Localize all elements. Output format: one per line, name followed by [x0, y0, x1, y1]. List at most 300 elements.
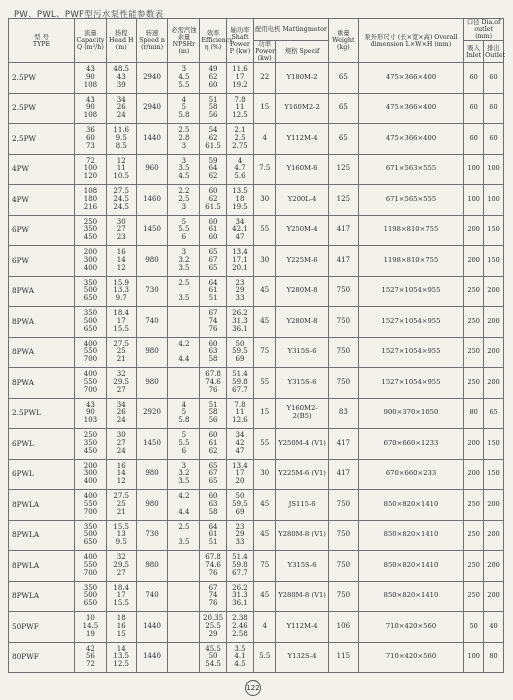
cell-speed: 980 [136, 490, 168, 521]
cell-motor-power: 4 [254, 612, 276, 643]
cell-npsh: 2.5 3.5 [168, 520, 200, 551]
cell-overall-dimension: 1527×1054×955 [358, 368, 464, 399]
cell-speed: 1450 [136, 429, 168, 460]
cell-efficiency: 64 61 51 [200, 276, 226, 307]
cell-head: 27.5 24.5 24.5 [106, 185, 136, 216]
cell-overall-dimension: 671×565×555 [358, 185, 464, 216]
cell-weight: 417 [329, 429, 359, 460]
cell-motor-power: 55 [254, 368, 276, 399]
cell-npsh: 2.2 2.5 3 [168, 185, 200, 216]
cell-motor-power: 15 [254, 398, 276, 429]
header-npsh: 必需汽蚀余量 NPSHr (m) [168, 19, 200, 63]
cell-shaft-power: 51.4 59.8 67.7 [226, 551, 253, 582]
cell-capacity: 42 56 72 [74, 642, 106, 673]
cell-npsh [168, 581, 200, 612]
cell-capacity: 400 550 700 [74, 337, 106, 368]
cell-motor-power: 30 [254, 459, 276, 490]
cell-inlet: 100 [464, 185, 484, 216]
table-row [9, 154, 504, 185]
cell-speed: 740 [136, 581, 168, 612]
cell-motor-spec: Y280M-8 (V1) [276, 520, 329, 551]
cell-shaft-power: 7.8 11 12.5 [226, 93, 253, 124]
cell-efficiency: 64 61 51 [200, 520, 226, 551]
table-row [9, 551, 504, 582]
cell-motor-spec: Y132S-4 [276, 642, 329, 673]
cell-inlet: 250 [464, 581, 484, 612]
cell-head: 34 26 24 [106, 93, 136, 124]
cell-speed: 1440 [136, 612, 168, 643]
cell-outlet: 100 [484, 154, 504, 185]
cell-inlet: 200 [464, 215, 484, 246]
cell-motor-power: 7.5 [254, 154, 276, 185]
cell-weight: 417 [329, 215, 359, 246]
cell-capacity: 36 60 73 [74, 124, 106, 155]
cell-motor-spec: Y160M2-2 [276, 93, 329, 124]
header-power: 功率 Power (kw) [255, 41, 276, 62]
cell-npsh: 4.2 4.4 [168, 337, 200, 368]
cell-speed: 2940 [136, 93, 168, 124]
cell-head: 30 27 23 [106, 215, 136, 246]
cell-weight: 115 [329, 642, 359, 673]
table-header [9, 19, 504, 63]
cell-type: 4PW [9, 154, 75, 185]
cell-motor-power: 5.5 [254, 642, 276, 673]
table-row [9, 429, 504, 460]
cell-overall-dimension: 1527×1054×955 [358, 307, 464, 338]
cell-outlet: 80 [484, 642, 504, 673]
cell-speed: 730 [136, 276, 168, 307]
cell-type: 8PWLA [9, 490, 75, 521]
cell-capacity: 350 500 650 [74, 307, 106, 338]
cell-weight: 65 [329, 93, 359, 124]
cell-weight: 750 [329, 276, 359, 307]
cell-inlet: 250 [464, 490, 484, 521]
cell-inlet: 200 [464, 246, 484, 277]
cell-motor-power: 55 [254, 429, 276, 460]
cell-outlet: 60 [484, 63, 504, 94]
cell-outlet: 200 [484, 337, 504, 368]
cell-outlet: 200 [484, 551, 504, 582]
cell-outlet: 150 [484, 246, 504, 277]
cell-npsh [168, 368, 200, 399]
cell-motor-power: 45 [254, 307, 276, 338]
cell-capacity: 43 90 108 [74, 63, 106, 94]
cell-capacity: 10 14.5 19 [74, 612, 106, 643]
cell-efficiency: 49 62 60 [200, 63, 226, 94]
cell-outlet: 100 [484, 185, 504, 216]
cell-speed: 980 [136, 368, 168, 399]
cell-outlet: 200 [484, 581, 504, 612]
cell-npsh: 4 5 5.8 [168, 398, 200, 429]
cell-inlet: 80 [464, 398, 484, 429]
header-capacity: 流量 Capacity Q (m³/h) [74, 19, 106, 63]
cell-shaft-power: 2.1 2.5 2.75 [226, 124, 253, 155]
cell-outlet: 65 [484, 398, 504, 429]
cell-efficiency: 20.35 25.5 29 [200, 612, 226, 643]
table-row [9, 642, 504, 673]
cell-head: 18 16 15 [106, 612, 136, 643]
cell-weight: 83 [329, 398, 359, 429]
table-row [9, 612, 504, 643]
cell-type: 6PWL [9, 459, 75, 490]
cell-type: 6PWL [9, 429, 75, 460]
cell-head: 18.4 17 15.5 [106, 307, 136, 338]
cell-shaft-power: 23 29 33 [226, 276, 253, 307]
cell-shaft-power: 26.2 31.3 36.1 [226, 307, 253, 338]
cell-weight: 750 [329, 581, 359, 612]
cell-efficiency: 60 61 60 [200, 215, 226, 246]
cell-inlet: 100 [464, 154, 484, 185]
table-row [9, 63, 504, 94]
cell-overall-dimension: 850×820×1410 [358, 551, 464, 582]
cell-efficiency: 65 67 65 [200, 459, 226, 490]
cell-weight: 65 [329, 63, 359, 94]
cell-type: 6PW [9, 246, 75, 277]
cell-motor-power: 22 [254, 63, 276, 94]
cell-overall-dimension: 1527×1054×955 [358, 276, 464, 307]
cell-weight: 750 [329, 307, 359, 338]
cell-head: 34 26 24 [106, 398, 136, 429]
cell-overall-dimension: 475×366×400 [358, 63, 464, 94]
cell-shaft-power: 51.4 59.8 67.7 [226, 368, 253, 399]
cell-efficiency: 60 62 61.5 [200, 185, 226, 216]
cell-overall-dimension: 710×420×560 [358, 642, 464, 673]
cell-head: 16 14 12 [106, 246, 136, 277]
cell-shaft-power: 34 42.1 47 [226, 215, 253, 246]
cell-efficiency: 51 58 56 [200, 398, 226, 429]
cell-npsh: 4.2 4.4 [168, 490, 200, 521]
cell-efficiency: 67 74 76 [200, 581, 226, 612]
cell-capacity: 200 300 400 [74, 246, 106, 277]
table-row [9, 124, 504, 155]
cell-efficiency: 45.5 50 54.5 [200, 642, 226, 673]
cell-motor-spec: Y112M-4 [276, 612, 329, 643]
cell-speed: 980 [136, 246, 168, 277]
cell-motor-spec: Y250M-4 [276, 215, 329, 246]
cell-outlet: 60 [484, 124, 504, 155]
cell-efficiency: 51 58 56 [200, 93, 226, 124]
cell-type: 8PWA [9, 276, 75, 307]
cell-weight: 750 [329, 337, 359, 368]
cell-type: 2.5PW [9, 63, 75, 94]
cell-shaft-power: 34 42 47 [226, 429, 253, 460]
cell-speed: 1450 [136, 215, 168, 246]
cell-efficiency: 67.8 74.6 76 [200, 551, 226, 582]
cell-inlet: 250 [464, 551, 484, 582]
cell-efficiency: 67 74 76 [200, 307, 226, 338]
cell-speed: 980 [136, 459, 168, 490]
cell-speed: 2920 [136, 398, 168, 429]
cell-inlet: 200 [464, 429, 484, 460]
cell-weight: 106 [329, 612, 359, 643]
cell-type: 6PW [9, 215, 75, 246]
table-row [9, 185, 504, 216]
cell-inlet: 250 [464, 307, 484, 338]
cell-npsh: 2.5 2.8 3 [168, 124, 200, 155]
cell-efficiency: 59 64 62 [200, 154, 226, 185]
cell-head: 27.5 25 21 [106, 490, 136, 521]
cell-capacity: 72 100 120 [74, 154, 106, 185]
table-row [9, 581, 504, 612]
cell-npsh: 3 3.2 3.5 [168, 246, 200, 277]
cell-capacity: 200 300 400 [74, 459, 106, 490]
header-motor-group: 配用电机 Mattingmotor [254, 19, 329, 41]
cell-type: 8PWLA [9, 551, 75, 582]
table-row [9, 246, 504, 277]
cell-shaft-power: 4 4.7 5.6 [226, 154, 253, 185]
cell-overall-dimension: 670×660×233 [358, 459, 464, 490]
cell-head: 14 13.5 12.5 [106, 642, 136, 673]
cell-motor-spec: Y160M-6 [276, 154, 329, 185]
cell-head: 48.5 43 39 [106, 63, 136, 94]
cell-overall-dimension: 670×660×1233 [358, 429, 464, 460]
cell-efficiency: 60 61 62 [200, 429, 226, 460]
cell-motor-spec: Y112M-4 [276, 124, 329, 155]
cell-speed: 980 [136, 337, 168, 368]
cell-weight: 417 [329, 459, 359, 490]
cell-capacity: 250 350 450 [74, 215, 106, 246]
cell-motor-power: 15 [254, 93, 276, 124]
cell-motor-spec: JS115-6 [276, 490, 329, 521]
cell-capacity: 400 550 700 [74, 368, 106, 399]
cell-weight: 125 [329, 154, 359, 185]
table-row [9, 93, 504, 124]
cell-outlet: 40 [484, 612, 504, 643]
cell-weight: 65 [329, 124, 359, 155]
table-row [9, 520, 504, 551]
cell-efficiency: 60 63 58 [200, 490, 226, 521]
cell-overall-dimension: 850×820×1410 [358, 581, 464, 612]
cell-shaft-power: 23 29 33 [226, 520, 253, 551]
cell-shaft-power: 26.2 31.3 36.1 [226, 581, 253, 612]
cell-shaft-power: 11.6 17 19.2 [226, 63, 253, 94]
cell-weight: 417 [329, 246, 359, 277]
cell-inlet: 60 [464, 63, 484, 94]
cell-outlet: 60 [484, 93, 504, 124]
cell-type: 8PWLA [9, 520, 75, 551]
page-number: 122 [245, 680, 261, 696]
table-row [9, 276, 504, 307]
cell-capacity: 350 500 650 [74, 276, 106, 307]
cell-speed: 1440 [136, 642, 168, 673]
cell-motor-spec: Y315S-6 [276, 551, 329, 582]
cell-head: 12 11 10.5 [106, 154, 136, 185]
cell-type: 2.5PW [9, 124, 75, 155]
table-row [9, 490, 504, 521]
cell-npsh: 3 3.2 3.5 [168, 459, 200, 490]
cell-motor-spec: Y315S-6 [276, 368, 329, 399]
cell-inlet: 60 [464, 124, 484, 155]
cell-overall-dimension: 900×370×1050 [358, 398, 464, 429]
cell-motor-spec: Y280M-8 (V1) [276, 581, 329, 612]
performance-table [8, 18, 504, 673]
cell-shaft-power: 50 59.5 69 [226, 490, 253, 521]
cell-overall-dimension: 850×820×1410 [358, 490, 464, 521]
cell-motor-spec: Y280M-8 [276, 276, 329, 307]
cell-overall-dimension: 710×420×560 [358, 612, 464, 643]
cell-capacity: 43 90 103 [74, 398, 106, 429]
cell-efficiency: 67.8 74.6 76 [200, 368, 226, 399]
cell-motor-spec: Y250M-4 (V1) [276, 429, 329, 460]
cell-motor-power: 45 [254, 520, 276, 551]
cell-shaft-power: 3.5 4.1 4.5 [226, 642, 253, 673]
cell-weight: 125 [329, 185, 359, 216]
header-speed: 转速 Speed n (r/min) [136, 19, 168, 63]
cell-motor-power: 55 [254, 215, 276, 246]
table-row [9, 459, 504, 490]
cell-head: 27.5 25 21 [106, 337, 136, 368]
cell-type: 8PWLA [9, 581, 75, 612]
cell-head: 18.4 17 15.5 [106, 581, 136, 612]
cell-type: 8PWA [9, 307, 75, 338]
cell-inlet: 250 [464, 368, 484, 399]
cell-outlet: 200 [484, 520, 504, 551]
cell-inlet: 250 [464, 276, 484, 307]
cell-overall-dimension: 1527×1054×955 [358, 337, 464, 368]
header-outlet: 排出 Outlet [484, 41, 504, 63]
cell-outlet: 200 [484, 368, 504, 399]
cell-motor-spec: Y180M-2 [276, 63, 329, 94]
table-row [9, 215, 504, 246]
cell-weight: 750 [329, 551, 359, 582]
cell-head: 32 29.5 27 [106, 368, 136, 399]
cell-type: 8PWA [9, 368, 75, 399]
cell-speed: 1460 [136, 185, 168, 216]
cell-type: 50PWF [9, 612, 75, 643]
cell-speed: 1440 [136, 124, 168, 155]
cell-outlet: 150 [484, 429, 504, 460]
cell-speed: 960 [136, 154, 168, 185]
header-inlet: 吸入 Inlet [464, 41, 484, 63]
cell-motor-spec: Y225M-6 [276, 246, 329, 277]
cell-shaft-power: 50 59.5 69 [226, 337, 253, 368]
cell-npsh: 3 3.5 4.5 [168, 154, 200, 185]
cell-inlet: 50 [464, 612, 484, 643]
cell-type: 2.5PW [9, 93, 75, 124]
cell-capacity: 350 500 650 [74, 581, 106, 612]
cell-shaft-power: 2.38 2.46 2.58 [226, 612, 253, 643]
cell-shaft-power: 13.4 17.1 20.1 [226, 246, 253, 277]
cell-overall-dimension: 475×366×400 [358, 124, 464, 155]
cell-npsh [168, 551, 200, 582]
header-efficiency: 效率 Efficiency η (%) [200, 19, 226, 63]
cell-npsh [168, 612, 200, 643]
cell-overall-dimension: 671×563×555 [358, 154, 464, 185]
table-row [9, 337, 504, 368]
document-title: PW、PWL、PWF型污水泵性能参数表 [14, 10, 164, 20]
cell-npsh: 4 5 5.8 [168, 93, 200, 124]
cell-type: 80PWF [9, 642, 75, 673]
cell-motor-power: 75 [254, 337, 276, 368]
cell-head: 16 14 12 [106, 459, 136, 490]
cell-motor-power: 4 [254, 124, 276, 155]
cell-shaft-power: 13.4 17 20 [226, 459, 253, 490]
cell-head: 15.9 13.3 9.7 [106, 276, 136, 307]
header-type-en: TYPE [32, 40, 51, 48]
cell-head: 15.5 13 9.5 [106, 520, 136, 551]
table-row [9, 398, 504, 429]
cell-overall-dimension: 475×366×400 [358, 93, 464, 124]
header-outlet-group: 口径 Dia.of outlet (mm) [464, 19, 504, 41]
cell-type: 8PWA [9, 337, 75, 368]
cell-npsh [168, 642, 200, 673]
cell-capacity: 350 500 650 [74, 520, 106, 551]
cell-outlet: 200 [484, 276, 504, 307]
cell-capacity: 43 90 108 [74, 93, 106, 124]
cell-npsh [168, 307, 200, 338]
cell-speed: 980 [136, 551, 168, 582]
header-shaft-power: 轴功率 Shaft Power P (kw) [226, 19, 253, 63]
cell-overall-dimension: 850×820×1410 [358, 520, 464, 551]
cell-shaft-power: 13.5 18 19.5 [226, 185, 253, 216]
cell-motor-power: 75 [254, 551, 276, 582]
cell-capacity: 250 350 450 [74, 429, 106, 460]
cell-head: 32 29.5 27 [106, 551, 136, 582]
cell-speed: 2940 [136, 63, 168, 94]
cell-efficiency: 60 63 58 [200, 337, 226, 368]
cell-shaft-power: 7.8 11 12.6 [226, 398, 253, 429]
cell-outlet: 150 [484, 215, 504, 246]
cell-head: 11.6 9.5 8.5 [106, 124, 136, 155]
header-overall-dimension: 泵外形尺寸 (长×宽×高) Overall dimension L×W×H (mm) [358, 19, 464, 63]
cell-motor-spec: Y315S-6 [276, 337, 329, 368]
cell-overall-dimension: 1198×810×755 [358, 246, 464, 277]
cell-capacity: 108 180 216 [74, 185, 106, 216]
cell-motor-power: 30 [254, 246, 276, 277]
cell-motor-power: 30 [254, 185, 276, 216]
cell-npsh: 5 5.5 6 [168, 215, 200, 246]
cell-capacity: 400 550 700 [74, 551, 106, 582]
cell-inlet: 100 [464, 642, 484, 673]
cell-motor-power: 45 [254, 581, 276, 612]
header-head: 扬程 Head H (m) [106, 19, 136, 63]
cell-efficiency: 65 67 65 [200, 246, 226, 277]
header-weight: 重量 Weight (kg) [329, 19, 359, 63]
cell-speed: 730 [136, 520, 168, 551]
cell-overall-dimension: 1198×810×755 [358, 215, 464, 246]
cell-motor-power: 45 [254, 490, 276, 521]
cell-motor-power: 45 [254, 276, 276, 307]
table-body [9, 63, 504, 673]
cell-head: 30 27 24 [106, 429, 136, 460]
cell-inlet: 200 [464, 459, 484, 490]
cell-speed: 740 [136, 307, 168, 338]
cell-inlet: 60 [464, 93, 484, 124]
cell-motor-spec: Y280M-8 [276, 307, 329, 338]
table-row [9, 368, 504, 399]
cell-inlet: 250 [464, 520, 484, 551]
cell-type: 4PW [9, 185, 75, 216]
cell-outlet: 200 [484, 307, 504, 338]
cell-weight: 750 [329, 490, 359, 521]
cell-type: 2.5PWL [9, 398, 75, 429]
cell-npsh: 5 5.5 6 [168, 429, 200, 460]
cell-npsh: 3 4.5 5.5 [168, 63, 200, 94]
table-row [9, 307, 504, 338]
cell-weight: 750 [329, 520, 359, 551]
cell-efficiency: 54 62 61.5 [200, 124, 226, 155]
cell-motor-spec: Y160M2-2(B5) [276, 398, 329, 429]
cell-outlet: 150 [484, 459, 504, 490]
cell-motor-spec: Y225M-6 (V1) [276, 459, 329, 490]
cell-outlet: 200 [484, 490, 504, 521]
cell-inlet: 250 [464, 337, 484, 368]
cell-npsh: 2.5 3.5 [168, 276, 200, 307]
cell-weight: 750 [329, 368, 359, 399]
cell-motor-spec: Y200L-4 [276, 185, 329, 216]
header-type-cn: 型 号 [34, 33, 49, 41]
header-type [9, 19, 75, 63]
